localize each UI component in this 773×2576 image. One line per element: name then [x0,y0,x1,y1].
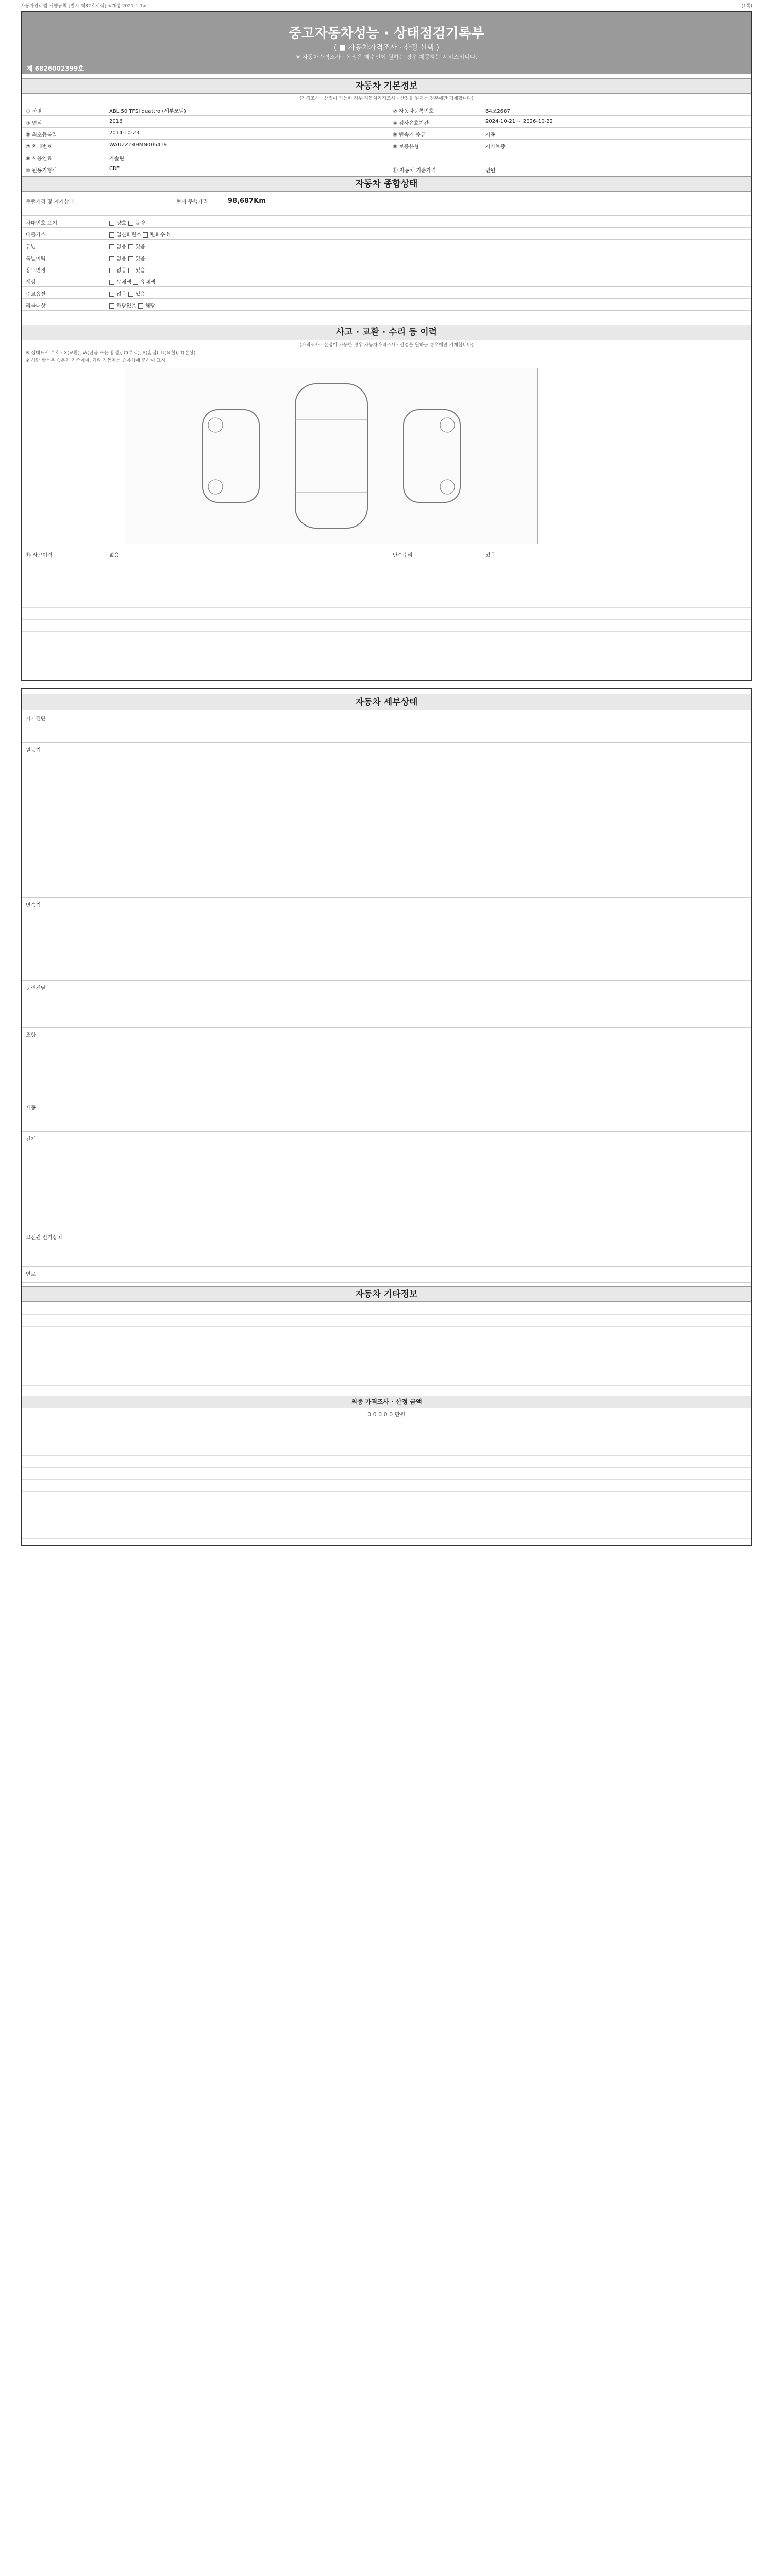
table-row: 특별이력 없음 있음 [22,251,751,263]
section-detail-status: 자동차 세부상태 [22,694,751,710]
car-outline-icon [125,368,537,544]
table-row: 자기진단 [22,711,751,743]
accident-legend: ※ 상태표시 부호 : X(교환), W(판금 또는 용접), C(부식), A(흠집), U(요철), T(손상) [26,351,196,356]
table-row: ⑭ 사고이력 없음 단순수리 있음 [22,548,751,560]
table-row: 연료 [22,1267,751,1283]
table-row: 전기 [22,1132,751,1230]
table-row: 튜닝 없음 있음 [22,240,751,251]
table-row: 배출가스 일산화탄소 탄화수소 [22,228,751,240]
table-row: ③ 연식 2016 ④ 검사유효기간 2024-10-21 ~ 2026-10-22 [22,116,751,128]
final-price-label: 최종 가격조사 · 산정 금액 [22,1396,751,1408]
final-price-value: 0 0 0 0 0 만원 [367,1411,406,1418]
diagram-caption: ※ 하단 항목은 승용차 기준이며, 기타 자동차는 승용차에 준하여 표시 [26,358,165,363]
table-row: 색상 무채색 유채색 [22,275,751,287]
other-info-grid [22,1303,751,1398]
section-basic-info: 자동차 기본정보 [22,78,751,94]
page [21,0,752,2576]
table-row: 조향 [22,1028,751,1100]
section-overall-status: 자동차 종합상태 [22,176,751,192]
accident-history-table [22,548,751,560]
table-row: 주요옵션 없음 있음 [22,287,751,299]
mileage-value: 98,687Km [228,197,266,205]
vehicle-diagram [125,368,538,544]
accident-grid [22,561,751,679]
form-reference: 자동차관리법 시행규칙 [별지 제82호서식] <개정 2021.1.1> [21,4,147,9]
section-other-info: 자동차 기타정보 [22,1286,751,1302]
top-bar [21,2,752,9]
table-row: ⑨ 사용연료 가솔린 [22,151,751,163]
table-row: 차대번호 표기 양호 불량 [22,216,751,228]
price-grid [22,1420,751,1539]
overall-status-table [22,195,751,311]
table-row: ⑤ 최초등록일 2014-10-23 ⑥ 변속기 종류 자동 [22,128,751,140]
accident-note: (가격조사 · 산정이 가능한 경우 자동차가격조사 · 산정을 원하는 경우에만 기재합니다) [299,343,474,348]
document-subtitle: ( ■ 자동차가격조사 · 산정 선택 ) [333,44,440,52]
document-title: 중고자동차성능 · 상태점검기록부 [289,26,484,41]
document-number: 제 6826002399호 [27,65,84,72]
table-row: ⑦ 차대번호 WAUZZZ4HMN005419 ⑧ 보증유형 자가보증 [22,140,751,151]
table-row: 변속기 [22,898,751,981]
sheet-page-2 [21,688,752,1546]
table-row: 고전원 전기장치 [22,1230,751,1267]
basic-note: (가격조사 · 산정이 가능한 경우 자동차가격조사 · 산정을 원하는 경우에만 기재합니다) [299,96,474,101]
table-row: 용도변경 없음 있음 [22,263,751,275]
section-accident-history: 사고 · 교환 · 수리 등 이력 [22,325,751,340]
document-subnote: ※ 자동차가격조사 · 산정은 매수인이 원하는 경우 제공하는 서비스입니다. [295,54,478,60]
table-row: 동력전달 [22,981,751,1028]
table-row: 리콜대상 해당없음 해당 [22,299,751,311]
document-header [22,12,751,74]
table-row: 제동 [22,1100,751,1132]
sheet-page-1 [21,11,752,681]
page-number: (1쪽) [741,4,752,9]
detail-status-table [22,711,751,1283]
table-row: 원동기 [22,743,751,898]
basic-info-table [22,104,751,175]
table-row: ⑩ 원동기형식 CRE ⑪ 자동차 기준가격 만원 [22,163,751,175]
table-row: ① 차명 ABL 50 TFSI quattro (세부모델) ② 자동차등록번호 64조2687 [22,104,751,116]
table-row: 주행거리 및 계기상태 현재 주행거리 98,687Km [22,195,751,216]
